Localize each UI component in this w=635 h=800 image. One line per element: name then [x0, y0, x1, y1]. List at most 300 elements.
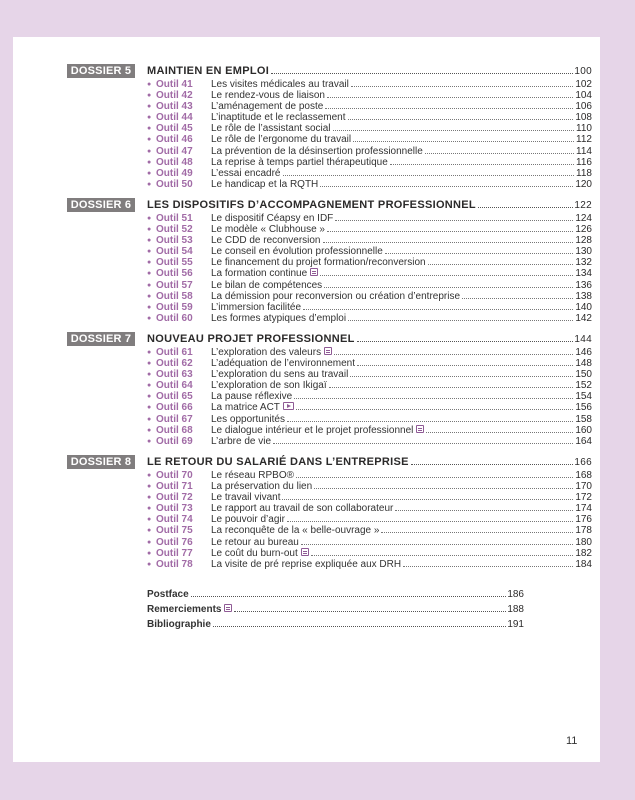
- bullet-icon: ●: [147, 125, 152, 133]
- dot-leader: [320, 274, 573, 276]
- bullet-icon: ●: [147, 92, 152, 100]
- outil-title: La visite de pré reprise expliquée aux DRH: [211, 558, 402, 570]
- outil-page-number: 164: [575, 435, 592, 447]
- outil-entry[interactable]: [147, 481, 592, 492]
- dossier-heading[interactable]: [147, 64, 592, 78]
- outil-title-line: [211, 90, 592, 101]
- outil-page-number: 124: [575, 213, 592, 224]
- outil-page-number: 168: [575, 470, 592, 481]
- dossier-title: MAINTIEN EN EMPLOI: [147, 65, 270, 77]
- bullet-icon: ●: [147, 404, 152, 412]
- outil-entry[interactable]: [147, 313, 592, 324]
- dot-leader: [334, 353, 573, 355]
- backmatter-label: Remerciements: [147, 604, 222, 615]
- outil-label: Outil 50: [156, 178, 193, 190]
- dot-leader: [333, 129, 575, 131]
- outil-page-number: 134: [575, 268, 592, 280]
- outil-page-number: 152: [575, 380, 592, 392]
- bullet-icon: ●: [147, 136, 152, 144]
- bullet-icon: ●: [147, 426, 152, 434]
- dossier-page-number: 122: [574, 200, 592, 211]
- outil-entry[interactable]: [147, 503, 592, 514]
- dot-leader: [296, 476, 573, 478]
- outil-label: Outil 78: [156, 558, 193, 570]
- outil-title: Le bilan de compétences: [211, 279, 323, 291]
- outil-label: Outil 46: [156, 134, 193, 146]
- outil-title-line: [211, 280, 592, 291]
- outil-page-number: 184: [575, 558, 592, 570]
- outil-title-line: [211, 101, 592, 112]
- outil-title: L’inaptitude et le reclassement: [211, 112, 346, 124]
- backmatter-entry[interactable]: [147, 619, 524, 634]
- outil-title-line: [211, 492, 592, 503]
- bullet-icon: ●: [147, 180, 152, 188]
- backmatter-label: Bibliographie: [147, 619, 211, 630]
- outil-title: Le rôle de l’assistant social: [211, 123, 331, 135]
- dot-leader: [381, 531, 573, 533]
- outil-label: Outil 53: [156, 235, 193, 247]
- dot-leader: [301, 543, 573, 545]
- outil-title: Le pouvoir d’agir: [211, 514, 285, 526]
- outil-label: Outil 57: [156, 279, 193, 291]
- video-icon: [283, 402, 294, 410]
- bullet-icon: ●: [147, 226, 152, 234]
- outil-entry[interactable]: [147, 537, 592, 548]
- outil-label: Outil 65: [156, 391, 193, 403]
- bullet-icon: ●: [147, 303, 152, 311]
- bullet-icon: ●: [147, 538, 152, 546]
- outil-label: Outil 69: [156, 435, 193, 447]
- dot-leader: [390, 163, 574, 165]
- dot-leader: [282, 498, 573, 500]
- bullet-icon: ●: [147, 237, 152, 245]
- bullet-icon: ●: [147, 494, 152, 502]
- outil-page-number: 136: [575, 279, 592, 291]
- outil-title-line: [211, 436, 592, 447]
- outil-title-line: [211, 380, 592, 391]
- outil-label: Outil 66: [156, 402, 193, 414]
- outil-label: Outil 56: [156, 268, 193, 280]
- outil-title-line: [211, 425, 592, 436]
- outil-page-number: 176: [575, 514, 592, 526]
- outil-title: Les formes atypiques d’emploi: [211, 312, 347, 324]
- dot-leader: [478, 206, 573, 208]
- bullet-icon: ●: [147, 527, 152, 535]
- outil-page-number: 180: [575, 536, 592, 548]
- outil-title: Le rôle de l’ergonome du travail: [211, 134, 352, 146]
- outil-title: La préservation du lien: [211, 481, 313, 493]
- outil-label: Outil 70: [156, 470, 193, 481]
- dossier-heading[interactable]: [147, 332, 592, 346]
- outil-label: Outil 43: [156, 101, 193, 113]
- outil-page-number: 146: [575, 347, 592, 358]
- outil-label: Outil 62: [156, 358, 193, 370]
- outil-page-number: 140: [575, 301, 592, 313]
- outil-entry[interactable]: [147, 436, 592, 447]
- outil-title-line: [211, 235, 592, 246]
- outil-entry[interactable]: [147, 246, 592, 257]
- outil-title: Le réseau RPBO®: [211, 470, 294, 481]
- outil-title-line: [211, 213, 592, 224]
- outil-title-line: [211, 358, 592, 369]
- outil-title-line: [211, 391, 592, 402]
- dossier-badge: DOSSIER 5: [67, 64, 135, 78]
- outil-title: Le dispositif Céapsy en IDF: [211, 213, 334, 224]
- outil-page-number: 154: [575, 391, 592, 403]
- outil-entry[interactable]: [147, 291, 592, 302]
- outil-entry[interactable]: [147, 470, 592, 481]
- dot-leader: [411, 463, 574, 465]
- backmatter-page-number: 191: [507, 619, 524, 630]
- outil-title: Le coût du burn-out: [211, 547, 298, 559]
- dot-leader: [320, 185, 573, 187]
- outil-entry[interactable]: [147, 157, 592, 168]
- outil-entry[interactable]: [147, 101, 592, 112]
- backmatter-entry[interactable]: [147, 589, 524, 604]
- dot-leader: [287, 420, 573, 422]
- outil-title-line: [211, 168, 592, 179]
- outil-entry[interactable]: [147, 134, 592, 145]
- outil-label: Outil 77: [156, 547, 193, 559]
- outil-label: Outil 75: [156, 525, 193, 537]
- dot-leader: [287, 520, 573, 522]
- outil-title-line: [211, 537, 592, 548]
- outil-page-number: 106: [575, 101, 592, 113]
- outil-entry[interactable]: [147, 514, 592, 525]
- outil-label: Outil 58: [156, 290, 193, 302]
- backmatter-page-number: 186: [507, 589, 524, 600]
- backmatter-label: Postface: [147, 589, 189, 600]
- dossier-heading[interactable]: [147, 198, 592, 212]
- outil-label: Outil 49: [156, 167, 193, 179]
- dot-leader: [296, 408, 573, 410]
- outil-page-number: 108: [575, 112, 592, 124]
- outil-title-line: [211, 157, 592, 168]
- dot-leader: [294, 397, 573, 399]
- outil-title-line: [211, 525, 592, 536]
- outil-title-line: [211, 268, 592, 279]
- outil-page-number: 172: [575, 492, 592, 504]
- outil-entry[interactable]: [147, 559, 592, 570]
- outil-list: [147, 213, 592, 324]
- outil-title: Le financement du projet formation/reconversion: [211, 257, 426, 269]
- outil-title-line: [211, 224, 592, 235]
- outil-label: Outil 64: [156, 380, 193, 392]
- dot-leader: [311, 554, 574, 556]
- dot-leader: [462, 297, 573, 299]
- bullet-icon: ●: [147, 215, 152, 222]
- outil-page-number: 102: [575, 79, 592, 90]
- dot-leader: [283, 174, 575, 176]
- outil-title: L’adéquation de l’environnement: [211, 358, 355, 370]
- dossier-badge: DOSSIER 7: [67, 332, 135, 346]
- outil-entry[interactable]: [147, 90, 592, 101]
- outil-title: Les opportunités: [211, 413, 285, 425]
- dot-leader: [323, 241, 574, 243]
- outil-label: Outil 60: [156, 312, 193, 324]
- outil-page-number: 178: [575, 525, 592, 537]
- document-icon: [301, 548, 309, 556]
- outil-label: Outil 63: [156, 369, 193, 381]
- outil-entry[interactable]: [147, 123, 592, 134]
- outil-entry[interactable]: [147, 235, 592, 246]
- outil-page-number: 128: [575, 235, 592, 247]
- document-icon: [324, 347, 332, 355]
- outil-entry[interactable]: [147, 79, 592, 90]
- outil-entry[interactable]: [147, 402, 592, 413]
- outil-entry[interactable]: [147, 492, 592, 503]
- dossier-title: LES DISPOSITIFS D’ACCOMPAGNEMENT PROFESSIONNEL: [147, 199, 476, 211]
- dot-leader: [395, 509, 573, 511]
- outil-page-number: 120: [575, 178, 592, 190]
- outil-entry[interactable]: [147, 213, 592, 224]
- dot-leader: [273, 442, 573, 444]
- outil-entry[interactable]: [147, 347, 592, 358]
- dot-leader: [191, 595, 507, 597]
- bullet-icon: ●: [147, 382, 152, 390]
- dot-leader: [428, 263, 574, 265]
- outil-entry[interactable]: [147, 525, 592, 536]
- bullet-icon: ●: [147, 360, 152, 368]
- outil-label: Outil 41: [156, 79, 193, 90]
- bullet-icon: ●: [147, 371, 152, 379]
- outil-title-line: [211, 123, 592, 134]
- outil-title: La reconquête de la « belle-ouvrage »: [211, 525, 380, 537]
- outil-entry[interactable]: [147, 257, 592, 268]
- outil-label: Outil 71: [156, 481, 193, 493]
- bullet-icon: ●: [147, 349, 152, 356]
- bullet-icon: ●: [147, 483, 152, 491]
- outil-label: Outil 42: [156, 90, 193, 102]
- dot-leader: [327, 96, 573, 98]
- outil-label: Outil 59: [156, 301, 193, 313]
- dossier-page-number: 100: [574, 66, 592, 77]
- outil-title: Le modèle « Clubhouse »: [211, 224, 325, 236]
- outil-page-number: 126: [575, 224, 592, 236]
- outil-label: Outil 67: [156, 413, 193, 425]
- outil-entry[interactable]: [147, 280, 592, 291]
- bullet-icon: ●: [147, 103, 152, 111]
- bullet-icon: ●: [147, 314, 152, 322]
- outil-label: Outil 54: [156, 246, 193, 258]
- outil-title: La matrice ACT: [211, 402, 280, 414]
- outil-title: La pause réflexive: [211, 391, 293, 403]
- outil-label: Outil 61: [156, 347, 193, 358]
- outil-title: L’immersion facilitée: [211, 301, 302, 313]
- dossier-badge: DOSSIER 6: [67, 198, 135, 212]
- outil-title-line: [211, 402, 592, 413]
- document-icon: [416, 425, 424, 433]
- outil-entry[interactable]: [147, 414, 592, 425]
- outil-label: Outil 68: [156, 424, 193, 436]
- outil-page-number: 110: [576, 123, 592, 135]
- bullet-icon: ●: [147, 169, 152, 177]
- dossier-title: LE RETOUR DU SALARIÉ DANS L’ENTREPRISE: [147, 456, 409, 468]
- outil-title: La formation continue: [211, 268, 308, 280]
- outil-page-number: 138: [575, 290, 592, 302]
- dossier-badge: DOSSIER 8: [67, 455, 135, 469]
- dossier-title: NOUVEAU PROJET PROFESSIONNEL: [147, 333, 355, 345]
- outil-title: L’exploration de son Ikigaï: [211, 380, 327, 392]
- outil-page-number: 116: [576, 156, 592, 168]
- outil-title-line: [211, 302, 592, 313]
- outil-page-number: 158: [575, 413, 592, 425]
- outil-title: Le retour au bureau: [211, 536, 299, 548]
- outil-list: [147, 470, 592, 570]
- bullet-icon: ●: [147, 516, 152, 524]
- bullet-icon: ●: [147, 259, 152, 267]
- outil-entry[interactable]: [147, 369, 592, 380]
- backmatter-entry[interactable]: [147, 604, 524, 619]
- outil-entry[interactable]: [147, 112, 592, 123]
- document-icon: [224, 604, 232, 612]
- document-icon: [310, 268, 318, 276]
- outil-page-number: 118: [576, 167, 592, 179]
- outil-label: Outil 76: [156, 536, 193, 548]
- dot-leader: [327, 230, 573, 232]
- outil-title-line: [211, 548, 592, 559]
- outil-label: Outil 45: [156, 123, 193, 135]
- bullet-icon: ●: [147, 81, 152, 88]
- dot-leader: [271, 72, 573, 74]
- outil-page-number: 148: [575, 358, 592, 370]
- outil-title-line: [211, 347, 592, 358]
- outil-title: Le travail vivant: [211, 492, 281, 504]
- outil-entry[interactable]: [147, 168, 592, 179]
- outil-entry[interactable]: [147, 358, 592, 369]
- outil-page-number: 156: [575, 402, 592, 414]
- bullet-icon: ●: [147, 248, 152, 256]
- outil-title-line: [211, 470, 592, 481]
- bullet-icon: ●: [147, 147, 152, 155]
- dot-leader: [314, 487, 573, 489]
- outil-list: [147, 79, 592, 190]
- outil-label: Outil 44: [156, 112, 193, 124]
- dot-leader: [348, 319, 573, 321]
- backmatter-page-number: 188: [507, 604, 524, 615]
- outil-entry[interactable]: [147, 302, 592, 313]
- outil-title-line: [211, 559, 592, 570]
- outil-label: Outil 47: [156, 145, 193, 157]
- outil-title: La prévention de la désinsertion professionnelle: [211, 145, 423, 157]
- outil-entry[interactable]: [147, 548, 592, 559]
- dot-leader: [350, 375, 573, 377]
- outil-label: Outil 55: [156, 257, 193, 269]
- dot-leader: [351, 85, 573, 87]
- dot-leader: [357, 340, 574, 342]
- dossier-page-number: 144: [574, 334, 592, 345]
- outil-title-line: [211, 134, 592, 145]
- outil-title-line: [211, 79, 592, 90]
- outil-title-line: [211, 246, 592, 257]
- outil-title: Le CDD de reconversion: [211, 235, 321, 247]
- outil-entry[interactable]: [147, 391, 592, 402]
- outil-title: La reprise à temps partiel thérapeutique: [211, 156, 388, 168]
- outil-entry[interactable]: [147, 380, 592, 391]
- outil-title-line: [211, 146, 592, 157]
- bullet-icon: ●: [147, 393, 152, 401]
- outil-page-number: 132: [575, 257, 592, 269]
- dossier-page-number: 166: [574, 457, 592, 468]
- outil-page-number: 170: [575, 481, 592, 493]
- dot-leader: [335, 219, 573, 221]
- bullet-icon: ●: [147, 505, 152, 513]
- outil-label: Outil 72: [156, 492, 193, 504]
- outil-label: Outil 51: [156, 213, 193, 224]
- outil-entry[interactable]: [147, 268, 592, 279]
- dot-leader: [325, 107, 573, 109]
- outil-entry[interactable]: [147, 425, 592, 436]
- outil-title-line: [211, 514, 592, 525]
- outil-title: L’exploration des valeurs: [211, 347, 322, 358]
- outil-title-line: [211, 112, 592, 123]
- outil-label: Outil 52: [156, 224, 193, 236]
- bullet-icon: ●: [147, 281, 152, 289]
- outil-page-number: 174: [575, 503, 592, 515]
- dot-leader: [403, 565, 573, 567]
- outil-title: Le handicap et la RQTH: [211, 178, 319, 190]
- bullet-icon: ●: [147, 437, 152, 445]
- dot-leader: [303, 308, 573, 310]
- outil-title-line: [211, 179, 592, 190]
- outil-page-number: 182: [575, 547, 592, 559]
- page-number: 11: [566, 735, 578, 747]
- outil-title: Le rendez-vous de liaison: [211, 90, 325, 102]
- outil-entry[interactable]: [147, 224, 592, 235]
- dossier-heading[interactable]: [147, 455, 592, 469]
- outil-title: Le conseil en évolution professionnelle: [211, 246, 383, 258]
- outil-title: Les visites médicales au travail: [211, 79, 349, 90]
- bullet-icon: ●: [147, 472, 152, 479]
- outil-title: L’exploration du sens au travail: [211, 369, 349, 381]
- outil-title-line: [211, 481, 592, 492]
- dot-leader: [353, 140, 574, 142]
- bullet-icon: ●: [147, 549, 152, 557]
- outil-page-number: 114: [576, 145, 592, 157]
- outil-page-number: 142: [575, 312, 592, 324]
- outil-entry[interactable]: [147, 146, 592, 157]
- dot-leader: [324, 286, 573, 288]
- outil-title: La démission pour reconversion ou création d’entreprise: [211, 290, 461, 302]
- dot-leader: [425, 152, 574, 154]
- outil-page-number: 130: [575, 246, 592, 258]
- outil-title: Le rapport au travail de son collaborateur: [211, 503, 394, 515]
- outil-list: [147, 347, 592, 447]
- bullet-icon: ●: [147, 415, 152, 423]
- outil-title-line: [211, 257, 592, 268]
- outil-title: L’essai encadré: [211, 167, 281, 179]
- dot-leader: [348, 118, 574, 120]
- bullet-icon: ●: [147, 270, 152, 278]
- dot-leader: [426, 431, 573, 433]
- dot-leader: [385, 252, 574, 254]
- dot-leader: [234, 610, 506, 612]
- bullet-icon: ●: [147, 114, 152, 122]
- dot-leader: [213, 625, 506, 627]
- outil-title-line: [211, 369, 592, 380]
- outil-title-line: [211, 291, 592, 302]
- outil-page-number: 160: [575, 424, 592, 436]
- outil-label: Outil 74: [156, 514, 193, 526]
- outil-entry[interactable]: [147, 179, 592, 190]
- outil-title: L’aménagement de poste: [211, 101, 324, 113]
- bullet-icon: ●: [147, 158, 152, 166]
- bullet-icon: ●: [147, 560, 152, 568]
- outil-label: Outil 48: [156, 156, 193, 168]
- outil-page-number: 150: [575, 369, 592, 381]
- outil-page-number: 112: [576, 134, 592, 146]
- dot-leader: [329, 386, 574, 388]
